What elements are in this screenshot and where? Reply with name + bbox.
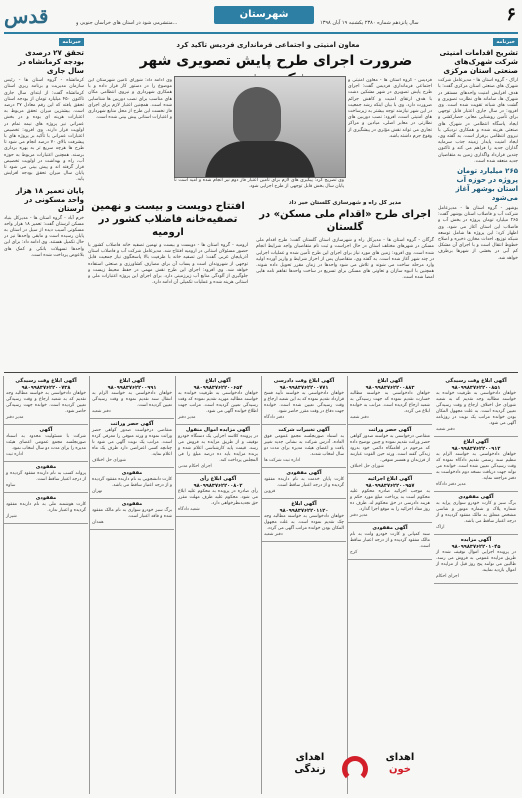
masthead-rule	[4, 32, 518, 34]
ad-signature: اراک	[436, 525, 445, 530]
story-urmia	[88, 200, 248, 368]
legal-ad	[4, 376, 88, 425]
portrait-head	[233, 87, 281, 145]
ad-signature: ساوه	[6, 483, 16, 488]
lead-caption: وی تصریح کرد: پیگیری های لازم برای تأمین اعتبار فاز دوم نیز انجام شده و امید است تا پایان سال بخش قابل توجهی از طرح اجرایی شود.	[174, 178, 344, 190]
legal-ad	[348, 376, 432, 425]
ad-text: در پرونده کلاسه اجرایی یک دستگاه خودرو توقیف و از طریق مزایده به فروش می رسد. قیمت پایه کارشناسی اعلام شده و برنده مزایده باید ده درصد مبلغ را فی المجلس پرداخت کند.	[178, 434, 258, 463]
legal-ad	[348, 523, 432, 560]
ads-column	[434, 376, 518, 794]
ad-text: در پرونده اجرایی اموال توقیف شده از طریق مزایده عمومی به فروش می رسد. طالبین می توانند پنج روز قبل از مزایده از اموال بازدید نمایند.	[436, 550, 516, 573]
legal-ad	[262, 376, 346, 425]
ad-text: کارت پایان خدمت به نام دارنده مفقود گردیده و از درجه اعتبار ساقط است.	[264, 477, 344, 488]
ads-divider	[4, 372, 518, 373]
classified-ads	[4, 376, 518, 794]
donate-life-label	[284, 752, 336, 776]
legal-ad	[90, 419, 174, 468]
ad-title: آگهی تغییرات شرکت	[278, 427, 330, 433]
ad-signature: شیراز	[6, 514, 17, 519]
ad-number: ۹۸۰۹۹۸۳۷۶۲۲۰۰۸۵۱	[451, 385, 501, 391]
ad-text: برگ سبز و کارت خودرو سواری پراید به شماره پلاک و شماره موتور و شاسی مشخص متعلق به مالک مفقود گردیده و از درجه اعتبار ساقط می باشد.	[436, 501, 516, 524]
ad-text: شرکت با مسئولیت محدود به استناد صورتجلسه مجمع عمومی اعضای هیئت مدیره را برای مدت دو سال انتخاب نمود.	[6, 434, 86, 451]
legal-ad	[262, 425, 346, 468]
ad-title: آگهی ابلاغ وقت رسیدگی	[15, 378, 77, 384]
left-news-column	[4, 38, 84, 368]
ad-text: سند کمپانی و کارت خودرو وانت به نام مالک مفقود گردیده و از درجه اعتبار ساقط است.	[350, 532, 430, 549]
ad-text: خواهان دادخواستی به خواسته تأیید فسخ قرارداد تقدیم نموده که به این شعبه ارجاع و وقت رسیدگی تعیین شده است. خوانده جهت دفاع در وقت مقرر حاضر شود.	[264, 391, 344, 414]
donate-line1: اهدای	[385, 752, 415, 763]
ad-text: خواهان دادخواستی به خواسته الزام به انتقال سند تقدیم نموده و وقت رسیدگی تعیین گردیده است.	[92, 391, 172, 408]
donation-logo-icon	[342, 756, 368, 782]
page-number: ۶	[506, 4, 516, 25]
ad-title: مفقودی	[35, 495, 57, 501]
ad-signature: شورای حل اختلاف	[92, 458, 126, 463]
donate-blood-label	[374, 752, 426, 776]
legal-ad	[434, 437, 518, 492]
ad-signature: شورای حل اختلاف	[350, 464, 384, 469]
ad-title: آگهی ابلاغ رأی	[199, 476, 237, 482]
ad-number: ۹۸۰۹۹۸۳۷۶۲۲۰۰۹۹۱	[107, 385, 157, 391]
legal-ad	[434, 492, 518, 535]
ad-title: آگهی ابلاغ	[205, 378, 231, 384]
ad-title: آگهی حصر وراثت	[368, 427, 412, 433]
ad-text: کارت دانشجویی به نام دارنده مفقود گردیده و از درجه اعتبار ساقط می باشد.	[92, 477, 172, 488]
lead-kicker: معاون امنیتی و اجتماعی فرمانداری فردیس تاکید کرد	[176, 41, 360, 49]
ad-text: متقاضی درخواست صدور گواهی حصر وراثت نموده و ورثه متوفی را معرفی کرده است. مراتب یک نوبت آگهی می شود تا چنانچه کسی اعتراضی دارد ظرف یک ماه اعلام نماید.	[92, 428, 172, 457]
masthead	[4, 4, 518, 34]
ad-number: ۹۸۰۹۹۸۳۷۶۲۲۰۰۹۵۷	[365, 483, 415, 489]
ads-column	[3, 376, 88, 794]
ad-text: رأی صادره در پرونده به محکوم علیه ابلاغ می شود. محکوم علیه ظرف مهلت مقرر حق تجدیدنظرخواهی دارد.	[178, 489, 258, 506]
center-news-area	[88, 38, 434, 368]
ad-title: آگهی ابلاغ	[377, 378, 403, 384]
lead-text-b: وی ادامه داد: شورای تأمین شهرستان این موضوع را در دستور کار قرار داده و با همکاری شهرداری و نیروی انتظامی مکان های مناسب برای نصب دوربین ها شناسایی شده است. همچنین اعتبار لازم برای اجرای فاز نخست این طرح از محل منابع شهرداری و اعتبارات استانی پیش بینی شده است.	[88, 78, 172, 121]
ad-title: آگهی مفقودی	[458, 494, 494, 500]
legal-ad	[4, 493, 88, 524]
section-label: شهرستان	[214, 6, 314, 24]
left-headline-2: پایان تعمیر ۱۸ هزار واحد مسکونی در لرستان	[15, 185, 84, 213]
ad-title: آگهی مفقودی	[286, 470, 322, 476]
ad-text: خواهان دادخواستی به خواسته مطالبه خسارت تقدیم نموده که جهت رسیدگی به شعبه ارجاع گردیده است. مراتب به خوانده ابلاغ می گردد.	[350, 391, 430, 414]
ads-column	[175, 376, 260, 794]
ad-number: ۹۸۰۹۹۸۳۷۶۲۲۰۰۷۳۸	[21, 385, 71, 391]
left-headline-1: تحقق ۲۷ درصدی بودجه کرمانشاه در سال جاری	[17, 48, 84, 76]
ad-title: آگهی ابلاغ وقت رسیدگی	[445, 378, 507, 384]
blood-donation-ad	[262, 746, 432, 792]
ad-title: مفقودی	[121, 501, 143, 507]
right-text-2: بوشهر - گروه استان ها - مدیرعامل شرکت آب و فاضلاب استان بوشهر گفت: ۲۶۵ میلیارد تومان پروژه در بخش آب و فاضلاب این استان آغاز می شود. وی اظهار کرد: این پروژه ها شامل توسعه شبکه توزیع، احداث مخازن ذخیره و اصلاح خطوط انتقال است و با اجرای آن مشکل کم آبی در بخشی از شهرها برطرف خواهد شد.	[438, 206, 518, 261]
donate-line2: اهدای	[295, 752, 325, 763]
ad-signature: دفتر شعبه	[92, 409, 111, 414]
ad-signature: قزوین	[264, 489, 276, 494]
legal-ad	[262, 468, 346, 499]
ad-signature: مدیر دفتر	[350, 513, 368, 518]
ad-signature: دفتر شعبه	[264, 532, 283, 537]
legal-ad	[90, 468, 174, 499]
story-golestan-text: گرگان - گروه استان ها - مدیرکل راه و شهرسازی استان گلستان گفت: طرح اقدام ملی مسکن در شهرهای مختلف استان در حال اجراست و ثبت نام متقاضیان واجد شرایط انجام شده است. وی افزود: زمین های مورد نیاز برای اجرای این طرح تأمین شده و عملیات اجرایی در چند شهر آغاز شده است. به گفته وی، متقاضیان پس از احراز شرایط و واریز آورده اولیه وارد مرحله ساخت می شوند و تلاش می شود واحدها در زمان مقرر تحویل داده شوند. همچنین با انبوه سازان و تعاونی های مسکن برای تسریع در ساخت واحدها تفاهم نامه هایی امضا شده است.	[256, 238, 434, 281]
ad-text: خواهان دادخواستی به خواسته الزام به تنظیم سند رسمی تقدیم دادگاه نموده که وقت رسیدگی تعیین شده است. خوانده می تواند جهت دریافت نسخه دوم دادخواست به دفتر مراجعه نماید.	[436, 452, 516, 481]
ad-number: ۹۸۰۹۹۸۳۷۶۲۲۰۰۸۸۳	[365, 385, 415, 391]
ad-text: به استناد صورتجلسه مجمع عمومی فوق العاده، آدرس شرکت به نشانی جدید تغییر یافت و اعضای هیئت مدیره برای مدت دو سال انتخاب شدند.	[264, 434, 344, 457]
ad-text: پروانه کسب به نام دارنده مفقود گردیده و از درجه اعتبار ساقط است.	[6, 471, 86, 482]
ad-title: مفقودی	[35, 464, 57, 470]
ad-signature: اجرای احکام مدنی	[178, 464, 212, 469]
story-golestan-kicker: مدیر کل راه و شهرسازی گلستان خبر داد	[288, 200, 402, 206]
legal-ad	[176, 376, 260, 425]
left-text-1: کرمانشاه - گروه استان ها - رئیس سازمان مدیریت و برنامه ریزی استان کرمانشاه گفت: از ابتدای سال جاری تاکنون ۴۵۰ میلیارد تومان از بودجه استان تحقق یافته که این رقم معادل ۲۷ درصد است. بیشترین میزان تحقق مربوط به اعتبارات هزینه ای بوده و در بخش عمرانی نیز پروژه های نیمه تمام در اولویت قرار دارند. وی افزود: تخصیص اعتبارات عمرانی با تأکید بر پروژه های با پیشرفت بالای ۷۰ درصد انجام می شود تا طرح ها هرچه سریع تر به بهره برداری برسند. همچنین اعتبارات مربوط به حوزه آب، راه و بهداشت در اولویت تخصیص قرار گرفته اند و پیش بینی می شود تا پایان سال میزان تحقق بودجه افزایش یابد.	[4, 78, 84, 183]
ads-column	[347, 376, 432, 794]
ad-signature: دفتر شعبه	[436, 427, 455, 432]
ad-text: خواهان دادخواستی به طرفیت خوانده به خواسته مطالبه مهریه تقدیم نموده که وقت رسیدگی تعیین گردیده است. مراتب جهت اطلاع خوانده آگهی می شود.	[178, 391, 258, 414]
legal-ad	[348, 425, 432, 474]
ad-signature: مدیر دفتر	[178, 415, 196, 420]
legal-ad	[90, 499, 174, 530]
ad-text: به موجب اجرائیه صادره محکوم علیه محکوم است به پرداخت مبلغ مورد حکم و هزینه دادرسی در حق محکوم له. ظرف ده روز مفاد اجرائیه را به موقع اجرا گذارد.	[350, 489, 430, 512]
story-urmia-headline: افتتاح دویست و بیست و نهمین تصفیه‌خانه فاضلاب کشور در ارومیه	[91, 201, 245, 238]
legal-ad	[262, 499, 346, 542]
ad-signature: دفتر شعبه	[350, 415, 369, 420]
ads-column	[89, 376, 174, 794]
donate-word-blood: خون	[388, 764, 411, 775]
ad-signature: اداره ثبت شرکت ها	[264, 458, 301, 463]
ad-title: آگهی ابلاغ	[119, 378, 145, 384]
legal-ad	[434, 376, 518, 437]
legal-ad	[348, 474, 432, 523]
left-column-badge: خبرنامه	[59, 38, 84, 46]
legal-ad	[434, 535, 518, 584]
masthead-tagline: منتشرمی شود در استان های خراسان جنوبی و...	[76, 20, 178, 26]
ad-title: آگهی ابلاغ	[463, 439, 489, 445]
ad-title: آگهی	[39, 427, 53, 433]
issue-date: سال پانزدهم شماره ۲۳۸۰ یکشنبه ۱۹ آبان ۱۳۹۸	[320, 20, 419, 26]
legal-ad	[176, 474, 260, 517]
ad-title: آگهی مزایده	[460, 537, 492, 543]
ad-text: خواهان دادخواستی به خواسته مطالبه وجه چک تقدیم نموده است. به علت مجهول المکان بودن خوانده مراتب آگهی می گردد.	[264, 514, 344, 531]
ad-title: آگهی ابلاغ	[291, 501, 317, 507]
lead-portrait-photo	[174, 76, 346, 178]
portrait-body	[205, 141, 315, 178]
newspaper-logo: قدس	[4, 4, 49, 28]
donate-word-life: زندگی	[294, 764, 326, 775]
ad-text: برگ سبز خودرو سواری به نام مالک مفقود شده و فاقد اعتبار است.	[92, 508, 172, 519]
ad-signature: مدیر دفتر	[6, 415, 24, 420]
right-text-1: اراک - گروه استان ها - مدیرعامل شرکت شهرک های صنعتی استان مرکزی گفت: با هدف افزایش امنیت واحدهای مستقر در شهرک ها، سامانه های نظارت تصویری و گشت های شبانه تقویت شده است. وی افزود: در سال جاری اعتبار قابل توجهی برای تأمین روشنایی معابر، حصارکشی و ایجاد پاسگاه انتظامی در شهرک های صنعتی هزینه شده و همکاری نزدیکی با نیروی انتظامی برقرار است. به گفته وی، ایجاد امنیت پایدار زمینه جذب سرمایه گذاران جدید را فراهم می کند و تاکنون چندین قرارداد واگذاری زمین به متقاضیان جدید منعقد شده است.	[438, 78, 518, 164]
ad-number: ۹۸۰۹۹۸۳۷۶۲۲۰۰۹۱۲	[451, 446, 501, 452]
ad-number: ۹۸۰۹۹۸۳۷۶۲۲۰۰۶۵۴	[193, 385, 243, 391]
right-headline-2: ۲۶۵ میلیارد تومان پروژه در حوزه آب استان بوشهر آغاز می‌شود	[455, 167, 518, 203]
right-headline-1: تشریح اقدامات امنیتی شرکت شهرک‌های صنعتی استان مرکزی	[439, 48, 518, 76]
ad-signature: اجرای احکام	[436, 574, 459, 579]
ad-title: آگهی ابلاغ اجرائیه	[367, 476, 413, 482]
ad-text: خواهان دادخواستی به طرفیت خوانده به خواسته مطالبه وجه تقدیم که به شعبه شورای حل اختلاف ارجاع و وقت رسیدگی تعیین گردیده است. به علت مجهول المکان بودن خوانده مراتب یک نوبت در روزنامه آگهی می شود.	[436, 391, 516, 426]
ad-title: آگهی مفقودی	[372, 525, 408, 531]
ads-column	[261, 376, 346, 794]
left-text-2: خرم آباد - گروه استان ها - مدیرکل بنیاد مسکن لرستان گفت: تعمیر ۱۸ هزار واحد مسکونی آسیب دیده از سیل در استان به پایان رسیده است و مابقی واحدها نیز در حال تکمیل هستند. وی ادامه داد: برای این واحدها تسهیلات بانکی و کمک های بلاعوض پرداخت شده است.	[4, 215, 84, 258]
ad-number: ۹۸۰۹۹۸۳۷۶۲۲۰۱۱۲۰	[279, 508, 329, 514]
ad-text: کارت هوشمند ملی به نام دارنده مفقود گردیده و اعتبار ندارد.	[6, 502, 86, 513]
ad-title: آگهی مزایده اموال منقول	[185, 427, 251, 433]
ad-signature: تهران	[92, 489, 103, 494]
lead-text-a: فردیس - گروه استان ها - معاون امنیتی و اجتماعی فرمانداری فردیس گفت: اجرای طرح پایش تصویری در شهر مشکین دشت با هدف ارتقای امنیت و کاهش جرائم ضرورت دارد. وی با بیان اینکه رشد جمعیت در این شهر نیازمند توجه بیشتر به زیرساخت های امنیتی است، افزود: نصب دوربین های نظارتی در معابر اصلی، میادین و مراکز تجاری می تواند نقش مؤثری در پیشگیری از وقوع جرم داشته باشد.	[348, 78, 432, 139]
legal-ad	[176, 425, 260, 474]
ad-signature: اداره ثبت	[6, 452, 24, 457]
story-urmia-text: ارومیه - گروه استان ها - دویست و بیست و نهمین تصفیه خانه فاضلاب کشور با حضور مسئولان استانی در ارومیه افتتاح شد. مدیرعامل شرکت آب و فاضلاب استان آذربایجان غربی گفت: این تصفیه خانه با ظرفیت بالا پاسخگوی نیاز جمعیت قابل توجهی از شهروندان است و پساب آن برای مصارف کشاورزی و صنعتی استفاده خواهد شد. وی افزود: اجرای این طرح نقش مهمی در حفظ محیط زیست و جلوگیری از آلودگی منابع آب زیرزمینی دارد. برای اجرای این پروژه اعتبارات ملی و استانی هزینه شده و عملیات تکمیلی آن ادامه دارد.	[88, 243, 248, 286]
ad-signature: دفتر دادگاه	[264, 415, 285, 420]
story-golestan-headline: اجرای طرح «اقدام ملی مسکن» در گلستان	[259, 209, 431, 234]
lead-headline: ضرورت اجرای طرح پایش تصویری شهر	[139, 53, 413, 69]
legal-ad	[90, 376, 174, 419]
right-column-badge: خبرنامه	[493, 38, 518, 46]
ad-number: ۹۸۰۹۹۸۳۷۶۲۲۰۰۸۰۲	[193, 483, 243, 489]
ad-signature: شعبه دادگاه	[178, 507, 200, 512]
ad-text: خواهان دادخواستی به خواسته مطالبه وجه تقدیم که به شعبه ارجاع و وقت رسیدگی تعیین گردیده است. خوانده جهت رسیدگی حاضر شود.	[6, 391, 86, 414]
ad-number: ۹۸۰۹۹۸۳۷۶۲۲۰۱۰۴۵	[451, 544, 501, 550]
ad-number: ۹۸۰۹۹۸۳۷۶۲۲۰۰۷۷۱	[279, 385, 329, 391]
ad-title: آگهی ابلاغ وقت دادرسی	[273, 378, 335, 384]
ad-text: متقاضی درخواستی به خواسته صدور گواهی حصر وراثت تقدیم نموده و چنین توضیح داده که مرحوم در اقامتگاه دائمی خود بدرود زندگی گفته است. ورثه حین الفوت عبارتند از فرزندان و همسر متوفی.	[350, 434, 430, 463]
ad-signature: مدیر دفتر دادگاه	[436, 482, 466, 487]
legal-ad	[4, 462, 88, 493]
legal-ad	[4, 425, 88, 462]
story-golestan	[256, 200, 434, 368]
ad-signature: کرج	[350, 550, 358, 555]
right-news-column	[438, 38, 518, 368]
ad-title: مفقودی	[121, 470, 143, 476]
ad-title: آگهی حصر وراثت	[110, 421, 154, 427]
ad-signature: همدان	[92, 520, 104, 525]
